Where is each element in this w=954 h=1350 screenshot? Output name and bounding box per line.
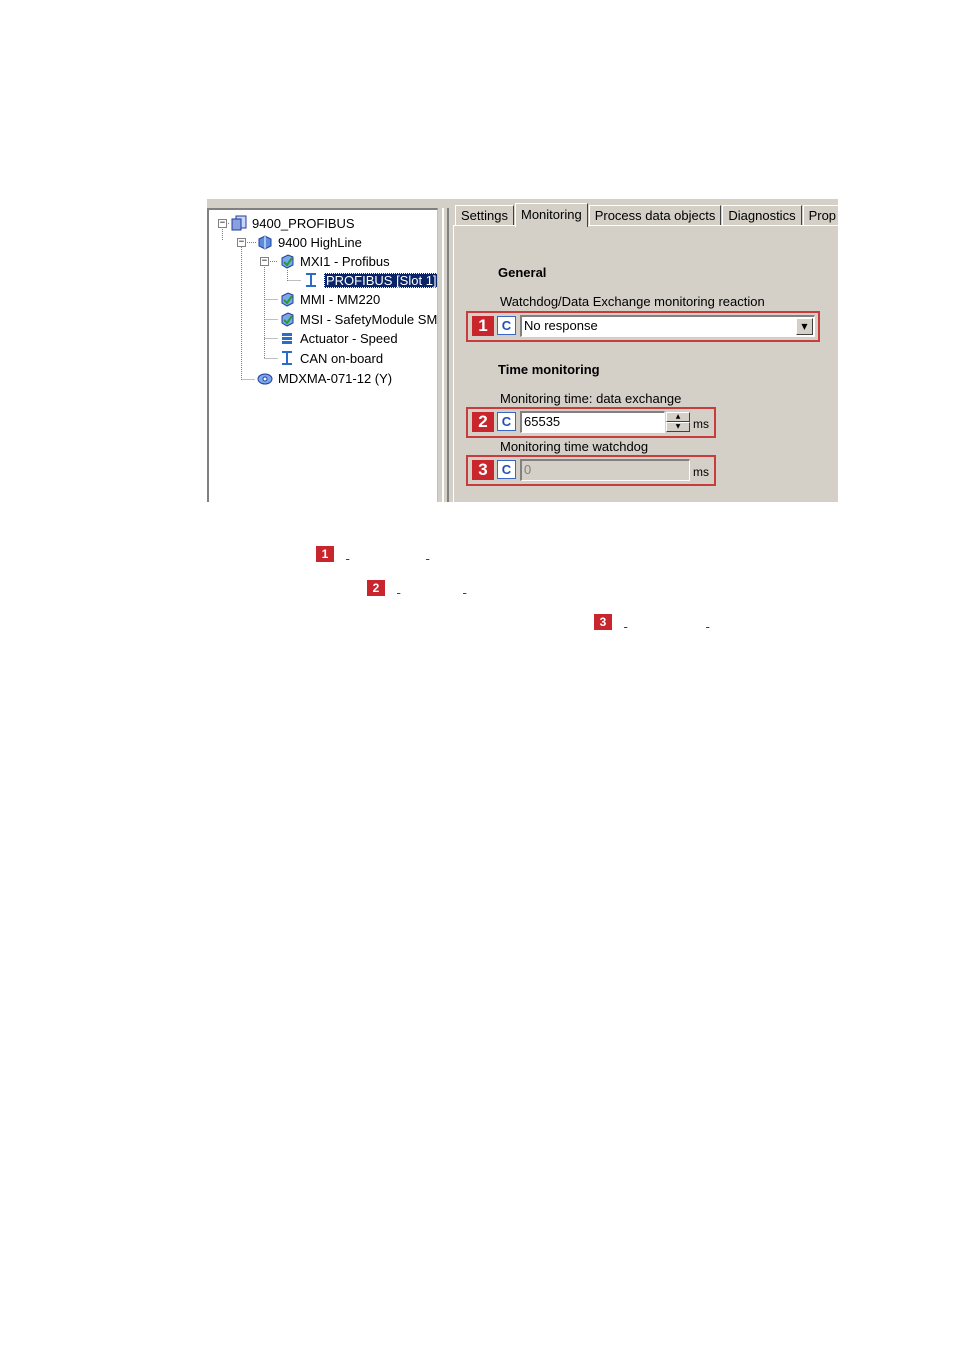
spin-up-icon[interactable]: ▲ <box>666 412 690 422</box>
data-exchange-input[interactable] <box>520 411 665 433</box>
tab-diagnostics[interactable]: Diagnostics <box>722 205 801 226</box>
project-icon <box>231 215 247 231</box>
marker-badge-2: 2 <box>472 412 494 432</box>
legend-link[interactable] <box>426 547 496 561</box>
tree-item-profibus[interactable] <box>303 271 438 289</box>
tree-item-project[interactable] <box>231 214 355 232</box>
data-exchange-stepper[interactable] <box>666 412 690 433</box>
collapse-toggle[interactable]: − <box>261 256 268 266</box>
unit-label: ms <box>693 465 709 479</box>
tree-item-mmi[interactable] <box>279 290 380 308</box>
tree-item-label: CAN on-board <box>300 350 384 366</box>
tree-item-can[interactable] <box>279 349 383 367</box>
tree-item-motor[interactable] <box>257 369 392 387</box>
watchdog-value: 0 <box>524 462 532 477</box>
tree-item-label: 9400 HighLine <box>278 234 362 250</box>
bus-icon <box>303 272 319 288</box>
tab-settings[interactable]: Settings <box>455 205 514 226</box>
watchdog-label: Monitoring time watchdog <box>500 439 649 454</box>
tree-item-mxi[interactable] <box>279 252 390 270</box>
watchdog-input <box>520 459 690 481</box>
tab-monitoring[interactable]: Monitoring <box>515 203 588 227</box>
tab-properties[interactable]: Prop <box>803 205 838 226</box>
module-icon <box>279 253 295 269</box>
pane-splitter[interactable] <box>439 199 453 502</box>
legend-link[interactable] <box>397 581 453 595</box>
module-icon <box>279 291 295 307</box>
configure-button[interactable]: C <box>497 460 516 479</box>
legend-badge-3: 3 <box>594 614 612 630</box>
section-heading-general: General <box>498 265 547 280</box>
collapse-toggle[interactable]: − <box>238 237 245 247</box>
controller-icon <box>257 234 273 250</box>
legend-link[interactable] <box>706 615 778 629</box>
unit-label: ms <box>693 417 709 431</box>
reaction-selected-value: No response <box>524 318 598 333</box>
legend-row-1 <box>316 545 496 563</box>
spin-down-icon[interactable]: ▼ <box>666 422 690 432</box>
actuator-icon <box>279 330 295 346</box>
reaction-label: Watchdog/Data Exchange monitoring reaction <box>500 294 765 309</box>
legend-link[interactable] <box>624 615 696 629</box>
tree-item-label: MSI - SafetyModule SM <box>300 311 438 327</box>
legend-link[interactable] <box>463 581 519 595</box>
monitoring-panel <box>453 225 838 502</box>
screenshot-panel <box>207 199 838 502</box>
motor-icon <box>257 370 273 386</box>
marker-badge-3: 3 <box>472 460 494 480</box>
tree-item-highline[interactable] <box>257 233 362 251</box>
legend-badge-1: 1 <box>316 546 334 562</box>
data-exchange-value: 65535 <box>524 414 561 429</box>
legend-row-3 <box>594 613 778 631</box>
tab-strip <box>455 202 838 226</box>
configure-button[interactable]: C <box>497 412 516 431</box>
tree-item-label: MMI - MM220 <box>300 291 381 307</box>
legend-row-2 <box>367 579 519 597</box>
marker-badge-1: 1 <box>472 316 494 336</box>
module-icon <box>279 311 295 327</box>
configure-button[interactable]: C <box>497 316 516 335</box>
chevron-down-icon[interactable]: ▼ <box>796 318 813 335</box>
tab-process-data-objects[interactable]: Process data objects <box>589 205 722 226</box>
reaction-dropdown[interactable] <box>520 315 815 337</box>
tree-item-label: Actuator - Speed <box>300 330 398 346</box>
data-exchange-label: Monitoring time: data exchange <box>500 391 682 406</box>
tree-item-label: MDXMA-071-12 (Y) <box>278 370 393 386</box>
tree-item-msi[interactable] <box>279 310 437 328</box>
legend-link[interactable] <box>346 547 416 561</box>
section-heading-time-monitoring: Time monitoring <box>498 362 600 377</box>
tree-item-actuator[interactable] <box>279 329 398 347</box>
collapse-toggle[interactable]: − <box>219 218 226 228</box>
legend-badge-2: 2 <box>367 580 385 596</box>
tree-item-label: PROFIBUS [Slot 1] <box>326 272 437 288</box>
project-tree[interactable] <box>207 208 438 502</box>
tree-item-label: MXI1 - Profibus <box>300 253 390 269</box>
bus-icon <box>279 350 295 366</box>
tree-item-label: 9400_PROFIBUS <box>252 215 355 231</box>
